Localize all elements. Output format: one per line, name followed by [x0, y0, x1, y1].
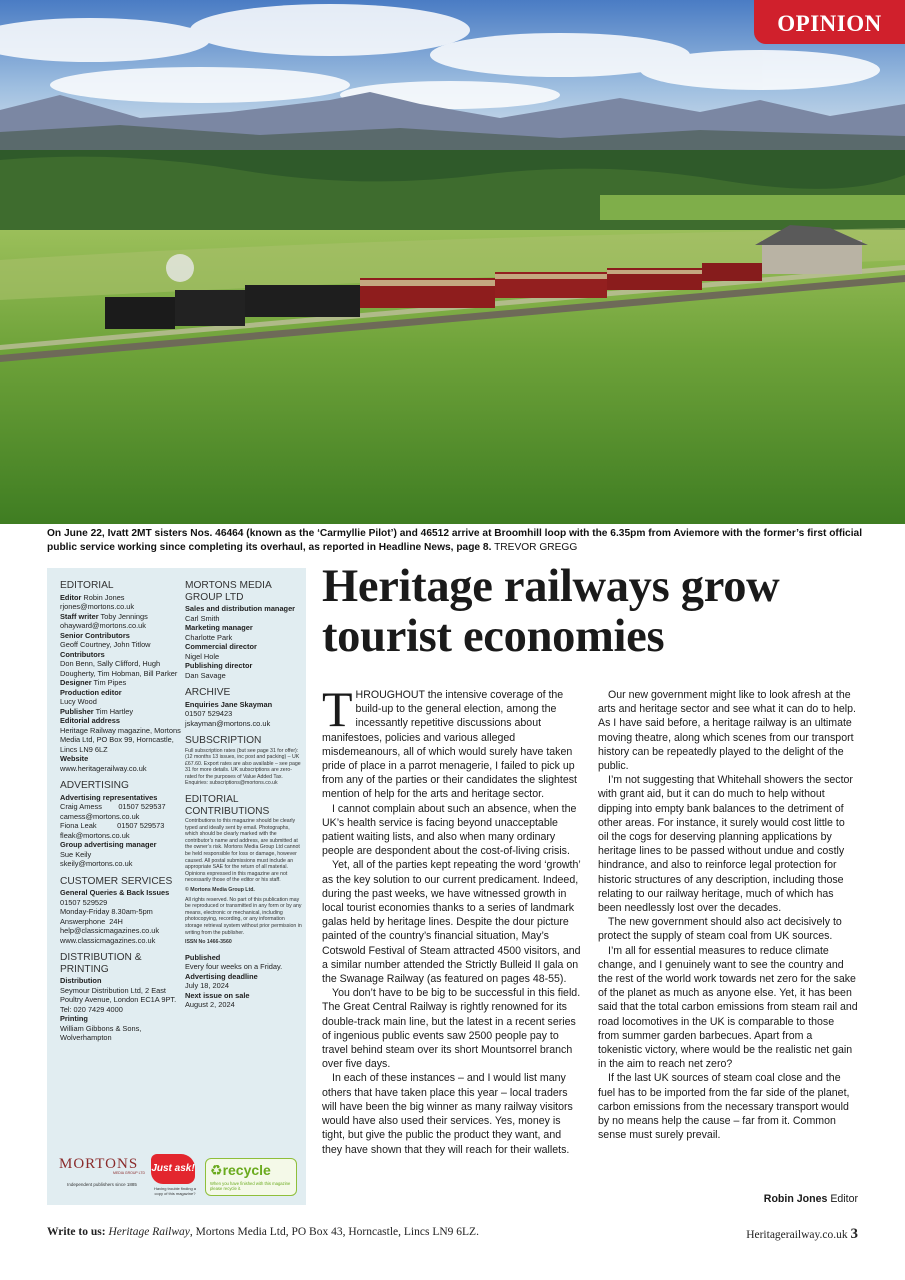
recycle-logo — [205, 1158, 297, 1196]
editor-email[interactable]: rjones@mortons.co.uk — [60, 602, 135, 611]
contributions-section — [185, 794, 302, 946]
customer-label: General Queries & Back Issues — [60, 888, 170, 897]
paragraph-4: You don’t have to be big to be successful in this field. The Great Central Railway is rightly renowned for its double-track main line, but the latest in a recent series of ingenious public events saw 2500 people pay to travel behind steam over its short Mountsorrel branch over five days. — [322, 987, 581, 1071]
paragraph-6: Our new government might like to look afresh at the arts and heritage sector and see what it can do to help. As I have said before, a heritage railway is an ultimate moving theatre, along which scenes from our transport history can be repeatedly played to the delight of the public. — [598, 689, 856, 773]
article-title: Heritage railways grow tourist economies — [322, 561, 780, 662]
mortons-logo-text: MORTONS — [59, 1156, 139, 1172]
archive-phone: 01507 529423 — [185, 709, 233, 718]
publisher-label: Publisher — [60, 706, 94, 716]
issn-text: ISSN No 1466-3560 — [185, 939, 232, 946]
distribution-section — [60, 952, 182, 1043]
marketing-name: Charlotte Park — [185, 632, 233, 642]
dist-label: Distribution — [60, 976, 102, 985]
cover-photo — [0, 0, 905, 524]
mortons-section — [185, 580, 302, 680]
just-ask-text: Just ask! — [151, 1154, 195, 1184]
footer-write-label: Write to us: — [47, 1226, 106, 1238]
deadline-date: July 18, 2024 — [185, 981, 229, 991]
rep1-email[interactable]: camess@mortons.co.uk — [60, 811, 140, 821]
commercial-label: Commercial director — [185, 642, 257, 651]
group-email[interactable]: skeily@mortons.co.uk — [60, 859, 133, 868]
published-freq: Every four weeks on a Friday. — [185, 962, 283, 972]
archive-heading: ARCHIVE — [185, 687, 231, 698]
group-name: Sue Keily — [60, 849, 92, 859]
paragraph-5: In each of these instances – and I would list many others that have taken place this year – local traders will have been the big winner as many railway visitors would have also used their services. Yes, money is tight, but give the public the product they want, and they have shown that they will reach for their wallets. — [322, 1072, 573, 1156]
paragraph-3: Yet, all of the parties kept repeating the word ‘growth’ as the key solution to our current predicament. Indeed, during the past weeks, we have witnessed growth in local tourist economies thanks to a series of landmark galas held by heritage lines. Despite the dour picture painted of the country’s financial situation, May’s Cotswold Festival of Steam attracted 4500 visitors, and a similar number attended the Strictly Bulleid II gala on the Swanage Railway (as featured on pages 48-55). — [322, 859, 581, 986]
section-badge: OPINION — [754, 0, 905, 44]
byline — [598, 1193, 858, 1205]
customer-hours: Monday-Friday 8.30am-5pm — [60, 907, 153, 916]
recycle-text: recycle — [222, 1162, 271, 1178]
editorial-heading: EDITORIAL — [60, 580, 114, 591]
mortons-heading: MORTONS MEDIA GROUP LTD — [185, 580, 272, 603]
paragraph-8: The new government should also act decisively to protect the supply of steam coal from UK sources. — [598, 916, 842, 943]
dist-text: Seymour Distribution Ltd, 2 East Poultry Avenue, London EC1A 9PT. Tel: 020 7429 4000 — [60, 985, 177, 1014]
next-date: August 2, 2024 — [185, 1000, 235, 1010]
commercial-name: Nigel Hole — [185, 651, 220, 661]
footer-contact — [47, 1226, 479, 1238]
masthead-right-column — [185, 580, 302, 1017]
copyright-text: © Mortons Media Group Ltd. — [185, 887, 255, 893]
distribution-heading: DISTRIBUTION & PRINTING — [60, 952, 142, 975]
designer-name: Tim Pipes — [91, 678, 127, 687]
customer-section — [60, 876, 182, 946]
photo-caption — [47, 527, 867, 555]
editor-name: Robin Jones — [81, 592, 125, 602]
just-ask-tagline: Having trouble finding a copy of this magazine? — [153, 1186, 197, 1196]
print-text: William Gibbons & Sons, Wolverhampton — [60, 1023, 142, 1042]
archive-email[interactable]: jskayman@mortons.co.uk — [185, 718, 271, 728]
sales-name: Carl Smith — [185, 613, 220, 623]
subscription-heading: SUBSCRIPTION — [185, 735, 262, 746]
footer-address: , Mortons Media Ltd, PO Box 43, Horncastle, Lincs LN9 6LZ. — [189, 1226, 479, 1238]
footer-magazine: Heritage Railway — [108, 1226, 190, 1238]
customer-email[interactable]: help@classicmagazines.co.uk — [60, 926, 160, 935]
rep1: Craig Amess 01507 529537 — [60, 802, 166, 811]
advertising-section — [60, 780, 182, 869]
sales-label: Sales and distribution manager — [185, 604, 296, 613]
contributions-heading: EDITORIAL CONTRIBUTIONS — [185, 794, 270, 817]
staff-email[interactable]: ohayward@mortons.co.uk — [60, 621, 146, 630]
group-label: Group advertising manager — [60, 840, 157, 849]
next-label: Next issue on sale — [185, 990, 250, 1000]
paragraph-7: I’m not suggesting that Whitehall showers the sector with grant aid, but it can do much to help without dipping into empty bank balances to the detriment of other areas. For instance, it surely would cost little to oil the cogs for deserving planning applications by heritage lines to be passed without undue and costly hindrance, and also to reinforce legal protection for historic structures of any description, including those relating to our railway heritage, much of which has been needlessly lost over the decades. — [598, 774, 853, 915]
article-column-2 — [598, 688, 858, 1143]
editorial-address: Heritage Railway magazine, Mortons Media Ltd, PO Box 99, Horncastle, Lincs LN9 6LZ — [60, 725, 181, 754]
rights-text: All rights reserved. No part of this publication may be reproduced or transmitted in any form or by any means, electronic or mechanical, including photocopying, recording, or any information storage retrieval system without prior permission in writing from the publisher. — [185, 896, 302, 936]
deadline-label: Advertising deadline — [185, 971, 258, 981]
editor-label: Editor — [60, 592, 82, 602]
address-label: Editorial address — [60, 716, 120, 725]
customer-answerphone: Answerphone 24H — [60, 916, 123, 926]
senior-names: Geoff Courtney, John Titlow — [60, 640, 151, 649]
publishing-label: Publishing director — [185, 661, 253, 670]
logo-row — [55, 1148, 300, 1200]
footer-site[interactable]: Heritagerailway.co.uk — [746, 1229, 848, 1241]
subscription-text: Full subscription rates (but see page 31 for offer): (12 months 13 issues, inc post and packing) – UK £67.60. Export rates are also available – see page 31 for more details. UK subscriptions are zero-rated for the purposes of Value Added Tax. Enquiries: subscriptions@mortons.co.uk — [185, 747, 301, 787]
author-role: Editor — [827, 1193, 858, 1205]
rep2-email[interactable]: fleak@mortons.co.uk — [60, 830, 130, 840]
paragraph-2: I cannot complain about such an absence, when the UK’s health service is facing beyond unacceptable patient waiting lists, and also when many ordinary people are despondent about the cost-of-living crisis. — [322, 802, 577, 858]
contrib-label: Contributors — [60, 649, 105, 659]
published-section — [185, 953, 302, 1010]
publishing-name: Dan Savage — [185, 670, 226, 680]
article-paragraph — [322, 681, 584, 802]
caption-text: On June 22, Ivatt 2MT sisters Nos. 46464 (known as the ‘Carmyllie Pilot’) and 46512 arrive at Broomhill loop with the 6.35pm from Aviemore with the former’s first official public service working since completing its overhaul, as reported in Headline News, page 8. — [47, 528, 863, 553]
page-number: 3 — [850, 1226, 858, 1242]
customer-web[interactable]: www.classicmagazines.co.uk — [60, 935, 156, 945]
paragraph-1: HROUGHOUT the intensive coverage of the build-up to the general election, among the incessantly repetitive discussions about manifestoes, policies and various alleged misdemeanours, all of which would surely have taken pride of place in a parrot menagerie, I failed to pick up from any of the parties or their candidates the slightest mention of help for the arts and heritage sector. — [322, 689, 577, 801]
paragraph-9: I’m all for essential measures to reduce climate change, and I genuinely want to see the country and the rest of the world work towards net zero for the sake of the planet as much as anyone else. Yet, it has been said that the total carbon emissions from steam rail and road locomotives in the UK is comparable to those from summer garden barbecues. Apart from a tokenistic victory, where would be the realistic net gain in the aim to reach net zero? — [598, 944, 858, 1071]
production-name: Lucy Wood — [60, 697, 97, 706]
staff-name: Toby Jennings — [98, 611, 148, 621]
publisher-name: Tim Hartley — [93, 706, 134, 716]
recycle-icon: ♻ — [210, 1162, 223, 1178]
staff-label: Staff writer — [60, 611, 99, 621]
masthead-left-column — [60, 580, 182, 1050]
article-column-1 — [322, 681, 584, 1157]
customer-heading: CUSTOMER SERVICES — [60, 875, 173, 887]
photo-credit: TREVOR GREGG — [491, 542, 578, 553]
designer-label: Designer — [60, 678, 92, 687]
advertising-heading: ADVERTISING — [60, 780, 129, 791]
editorial-section — [60, 580, 182, 773]
mortons-tagline: Independent publishers since 1885 — [67, 1182, 137, 1187]
customer-phone: 01507 529529 — [60, 897, 108, 907]
website-label: Website — [60, 754, 89, 763]
production-label: Production editor — [60, 687, 122, 697]
reps-label: Advertising representatives — [60, 792, 158, 802]
author-name: Robin Jones — [763, 1193, 828, 1205]
archive-label: Enquiries Jane Skayman — [185, 699, 273, 709]
drop-cap: T — [322, 681, 353, 737]
mortons-logo — [59, 1156, 145, 1196]
recycle-tagline: When you have finished with this magazine please recycle it. — [210, 1181, 291, 1191]
rep2: Fiona Leak 01507 529573 — [60, 821, 165, 830]
paragraph-10: If the last UK sources of steam coal close and the fuel has to be imported from the far side of the planet, carbon emissions from the necessary transport would by no means help the cause – far from it. Common sense must surely prevail. — [598, 1072, 850, 1142]
senior-label: Senior Contributors — [60, 630, 130, 640]
marketing-label: Marketing manager — [185, 623, 253, 632]
print-label: Printing — [60, 1014, 88, 1023]
footer-folio — [746, 1226, 858, 1243]
mortons-logo-sub: MEDIA GROUP LTD — [113, 1171, 145, 1175]
archive-section — [185, 687, 302, 728]
just-ask-logo — [151, 1154, 199, 1198]
subscription-section — [185, 735, 302, 787]
masthead-sidebar — [47, 568, 306, 1205]
contributions-text: Contributions to this magazine should be clearly typed and ideally sent by email. Photographs, which should be clearly marked with the contributor’s name and address, are submitted at the owner’s risk. Mortons Media Group Ltd cannot be held responsible for loss or damage, however caused. All postal submissions must include an appropriate SAE for the return of all material. Opinions expressed in this magazine are not necessarily those of the editor or his staff. — [185, 818, 300, 884]
published-label: Published — [185, 952, 221, 962]
website-link[interactable]: www.heritagerailway.co.uk — [60, 763, 147, 773]
contrib-names: Don Benn, Sally Clifford, Hugh Dougherty, Tim Hobman, Bill Parker — [60, 659, 178, 678]
